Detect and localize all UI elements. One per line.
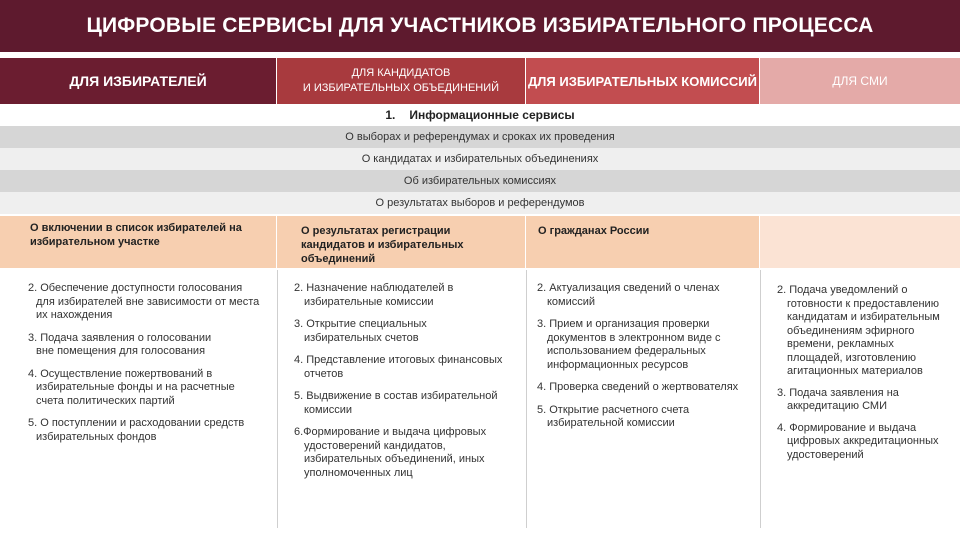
item-first-line: 3. Открытие специальных [294,318,427,330]
item-continuation: избирательных счетов [304,331,419,344]
tab-media[interactable] [760,58,960,104]
item-first-line: 3. Подача заявления о голосовании [28,331,212,344]
info-services-title: Информационные сервисы [409,108,575,122]
list-item [28,368,260,409]
page-title: ЦИФРОВЫЕ СЕРВИСЫ ДЛЯ УЧАСТНИКОВ ИЗБИРАТЕЛЬНОГО ПРОЦЕССА [86,14,874,37]
item-first-line: 4. Осуществление пожертвований в [28,367,213,380]
item-first-line: 5. О поступлении и расходовании средств [28,417,245,429]
item-continuation: аккредитацию СМИ [787,400,887,412]
item-continuation: избирательные фонды и на расчетные счета политических партий [36,381,235,407]
item-continuation: документов в электронном виде с использованием федеральных информационных ресурсов [547,331,721,371]
item-first-line: 6.Формирование и выдача цифровых [294,426,487,438]
voters-services-column [0,270,276,528]
item-continuation: отчетов [304,367,344,380]
list-item [537,318,751,372]
info-row-results [0,192,960,214]
tab-media-label: ДЛЯ СМИ [832,74,888,88]
list-item [777,284,950,379]
tab-voters[interactable] [0,58,276,104]
list-item [777,387,950,414]
item-first-line: 3. Прием и организация проверки [537,318,710,330]
item-continuation: избирательных фондов [36,430,157,443]
info-row-candidates [0,148,960,170]
item-first-line: 4. Представление итоговых финансовых [294,354,503,366]
tab-voters-label: ДЛЯ ИЗБИРАТЕЛЕЙ [69,73,207,89]
item-continuation: избирательные комиссии [304,295,434,308]
info-row-commissions [0,170,960,192]
tab-candidates[interactable] [277,58,525,104]
item-continuation: цифровых аккредитационных удостоверений [787,435,939,461]
media-services-column [760,270,960,528]
list-item [28,417,260,444]
candidates-services-column [277,270,525,528]
list-item [28,332,260,359]
list-item [537,404,751,431]
tab-candidates-label-line2: И ИЗБИРАТЕЛЬНЫХ ОБЪЕДИНЕНИЙ [302,82,500,94]
info-services-number: 1. [385,108,396,122]
list-item [294,282,511,309]
category-voter-list: О включении в список избирателей на избирательном участке [0,216,276,268]
commissions-services-column [526,270,759,528]
item-continuation: удостоверений кандидатов, избирательных объединений, иных уполномоченных лиц [304,439,485,479]
item-first-line: 2. Обеспечение доступности голосования [28,282,243,294]
list-item [294,318,511,345]
tab-commissions-label: ДЛЯ ИЗБИРАТЕЛЬНЫХ КОМИССИЙ [528,73,757,89]
category-citizens: О гражданах России [526,216,759,268]
item-first-line: 3. Подача заявления на [777,386,899,399]
item-continuation: избирательной комиссии [547,417,675,429]
item-continuation: готовности к предоставлению кандидатам и избирательным объединениям эфирного времени, рекламных площадей, изготовлению агитационных материалов [787,297,940,377]
category-media-empty [760,216,960,268]
item-first-line: 5. Выдвижение в состав избирательной [294,390,498,402]
list-item [537,381,751,395]
info-row-text: О результатах выборов и референдумов [375,197,585,209]
item-continuation: для избирателей вне зависимости от места их нахождения [36,295,260,321]
item-first-line: 2. Подача уведомлений о [777,284,908,296]
item-first-line: 2. Назначение наблюдателей в [294,282,454,294]
item-continuation: вне помещения для голосования [36,345,206,357]
tab-candidates-label-line1: ДЛЯ КАНДИДАТОВ [351,67,451,79]
info-services-heading [0,104,960,126]
item-first-line: 5. Открытие расчетного счета [537,403,690,416]
item-continuation: комиссий [547,295,596,308]
info-row-elections [0,126,960,148]
list-item [294,354,511,381]
category-registration-results: О результатах регистрации кандидатов и избирательных объединений [277,216,525,268]
item-first-line: 4. Проверка сведений о жертвователях [537,381,739,393]
item-continuation: комиссии [304,403,353,416]
info-row-text: Об избирательных комиссиях [403,175,557,187]
list-item [28,282,260,323]
list-item [537,282,751,309]
item-first-line: 2. Актуализация сведений о членах [537,282,720,294]
list-item [294,390,511,417]
item-first-line: 4. Формирование и выдача [777,421,917,434]
tab-commissions[interactable] [526,58,759,104]
info-row-text: О кандидатах и избирательных объединениях [361,153,599,165]
list-item [294,426,511,480]
list-item [777,422,950,463]
info-row-text: О выборах и референдумах и сроках их проведения [345,131,615,143]
